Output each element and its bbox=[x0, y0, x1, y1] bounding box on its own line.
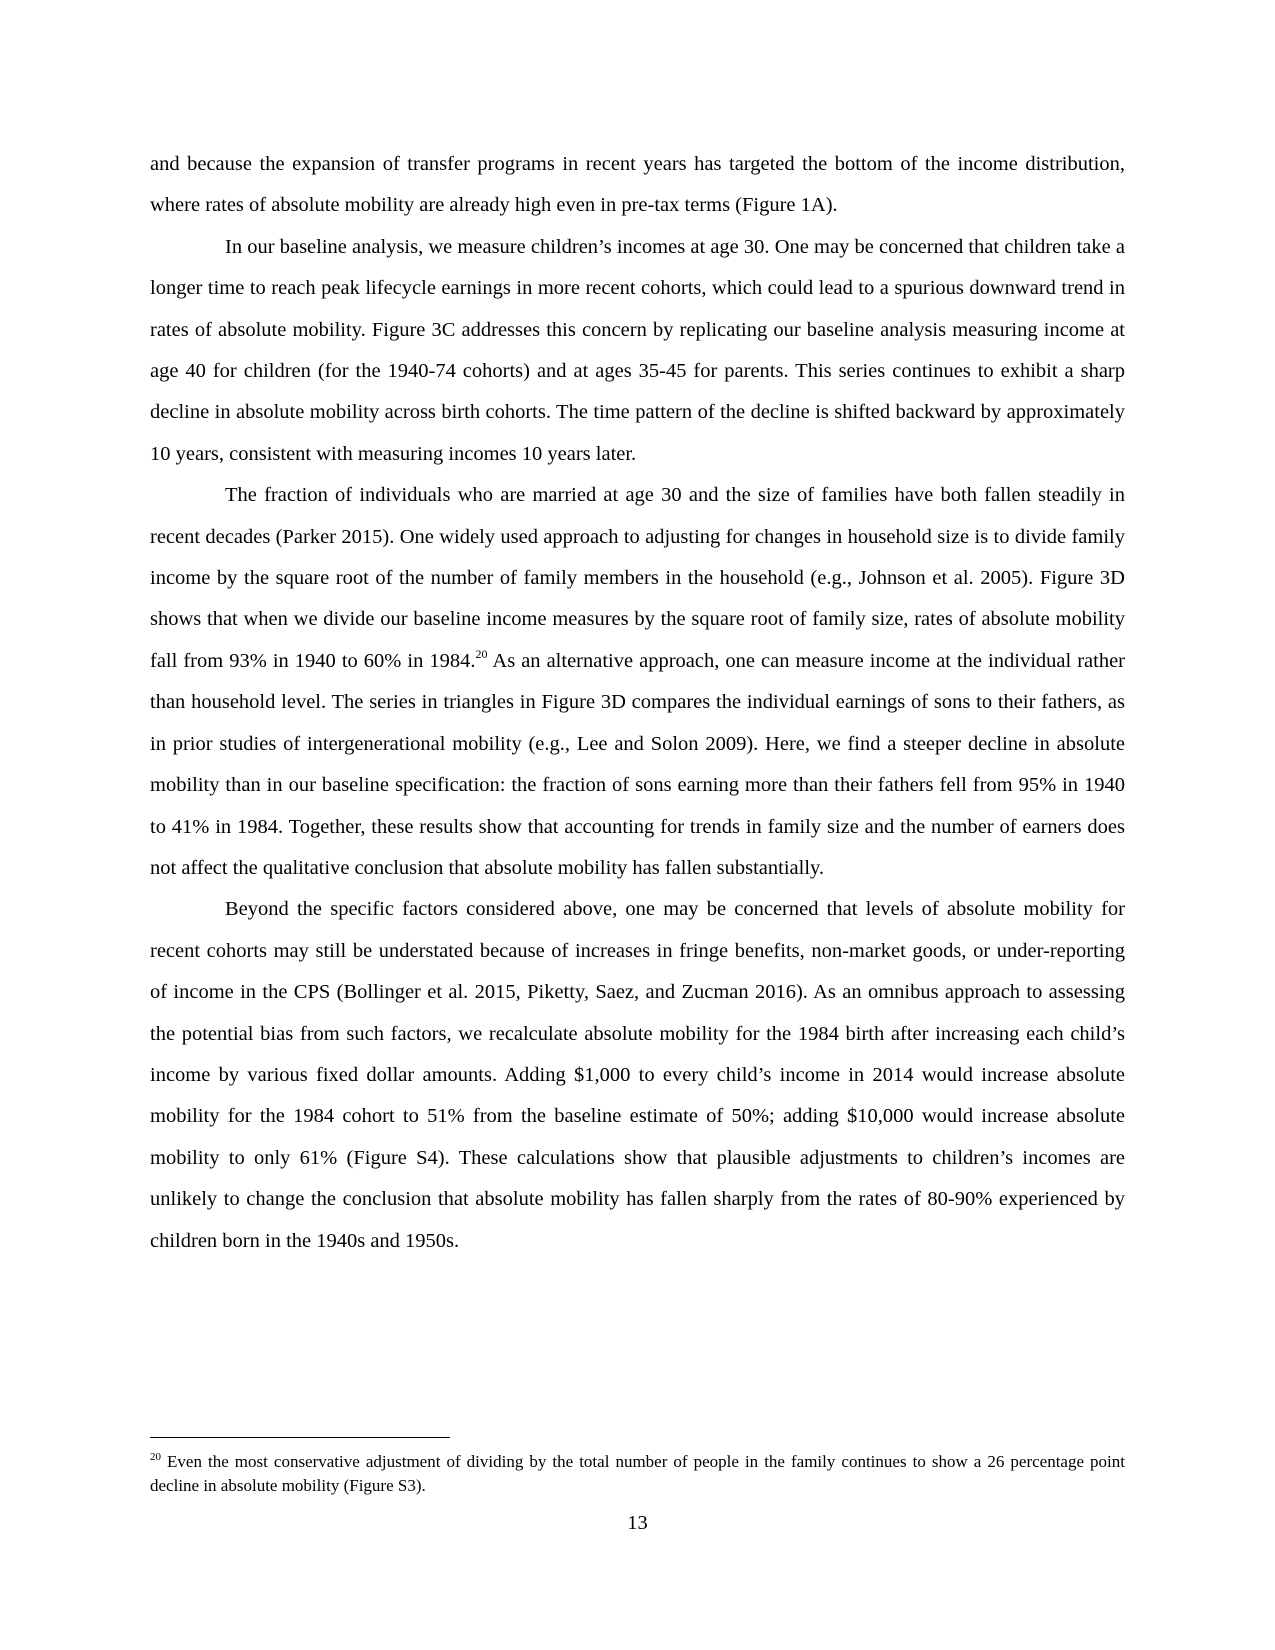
footnote-20 bbox=[150, 1450, 1125, 1498]
footnote-reference-20[interactable]: 20 bbox=[475, 646, 488, 661]
footnote-separator bbox=[150, 1437, 450, 1438]
paragraph-age-measurement: In our baseline analysis, we measure children’s incomes at age 30. One may be concerned that children take a longer time to reach peak lifecycle earnings in more recent cohorts, which could lead to a spurious downward trend in rates of absolute mobility. Figure 3C addresses this concern by replicating our baseline analysis measuring income at age 40 for children (for the 1940-74 cohorts) and at ages 35-45 for parents. This series continues to exhibit a sharp decline in absolute mobility across birth cohorts. The time pattern of the decline is shifted backward by approximately 10 years, consistent with measuring incomes 10 years later. bbox=[150, 235, 1125, 465]
paragraph-family-size-part1: The fraction of individuals who are married at age 30 and the size of families have both fallen steadily in recent decades (Parker 2015). One widely used approach to adjusting for changes in household size is to divide family income by the square root of the number of family members in the household (e.g., Johnson et al. 2005). Figure 3D shows that when we divide our baseline income measures by the square root of family size, rates of absolute mobility fall from 93% in 1940 to 60% in 1984. bbox=[150, 484, 1125, 672]
paragraph-continuation: and because the expansion of transfer programs in recent years has targeted the bottom of the income distribution, where rates of absolute mobility are already high even in pre-tax terms (Figure 1A). bbox=[150, 153, 1125, 217]
paragraph-family-size bbox=[150, 475, 1125, 889]
paragraph-family-size-part2: As an alternative approach, one can measure income at the individual rather than household level. The series in triangles in Figure 3D compares the individual earnings of sons to their fathers, as in prior studies of intergenerational mobility (e.g., Lee and Solon 2009). Here, we find a steeper decline in absolute mobility than in our baseline specification: the fraction of sons earning more than their fathers fell from 95% in 1940 to 41% in 1984. Together, these results show that accounting for trends in family size and the number of earners does not affect the qualitative conclusion that absolute mobility has fallen substantially. bbox=[150, 649, 1126, 879]
page-number: 13 bbox=[627, 1512, 648, 1534]
page-body bbox=[150, 144, 1125, 1262]
footnote-text: Even the most conservative adjustment of dividing by the total number of people in the family continues to show a 26 percentage point decline in absolute mobility (Figure S3). bbox=[150, 1452, 1125, 1495]
footnote-number: 20 bbox=[150, 1451, 161, 1463]
paragraph-omnibus-adjustment: Beyond the specific factors considered above, one may be concerned that levels of absolute mobility for recent cohorts may still be understated because of increases in fringe benefits, non-market goods, or under-reporting of income in the CPS (Bollinger et al. 2015, Piketty, Saez, and Zucman 2016). As an omnibus approach to assessing the potential bias from such factors, we recalculate absolute mobility for the 1984 birth after increasing each child’s income by various fixed dollar amounts. Adding $1,000 to every child’s income in 2014 would increase absolute mobility for the 1984 cohort to 51% from the baseline estimate of 50%; adding $10,000 would increase absolute mobility to only 61% (Figure S4). These calculations show that plausible adjustments to children’s incomes are unlikely to change the conclusion that absolute mobility has fallen sharply from the rates of 80-90% experienced by children born in the 1940s and 1950s. bbox=[150, 898, 1125, 1252]
